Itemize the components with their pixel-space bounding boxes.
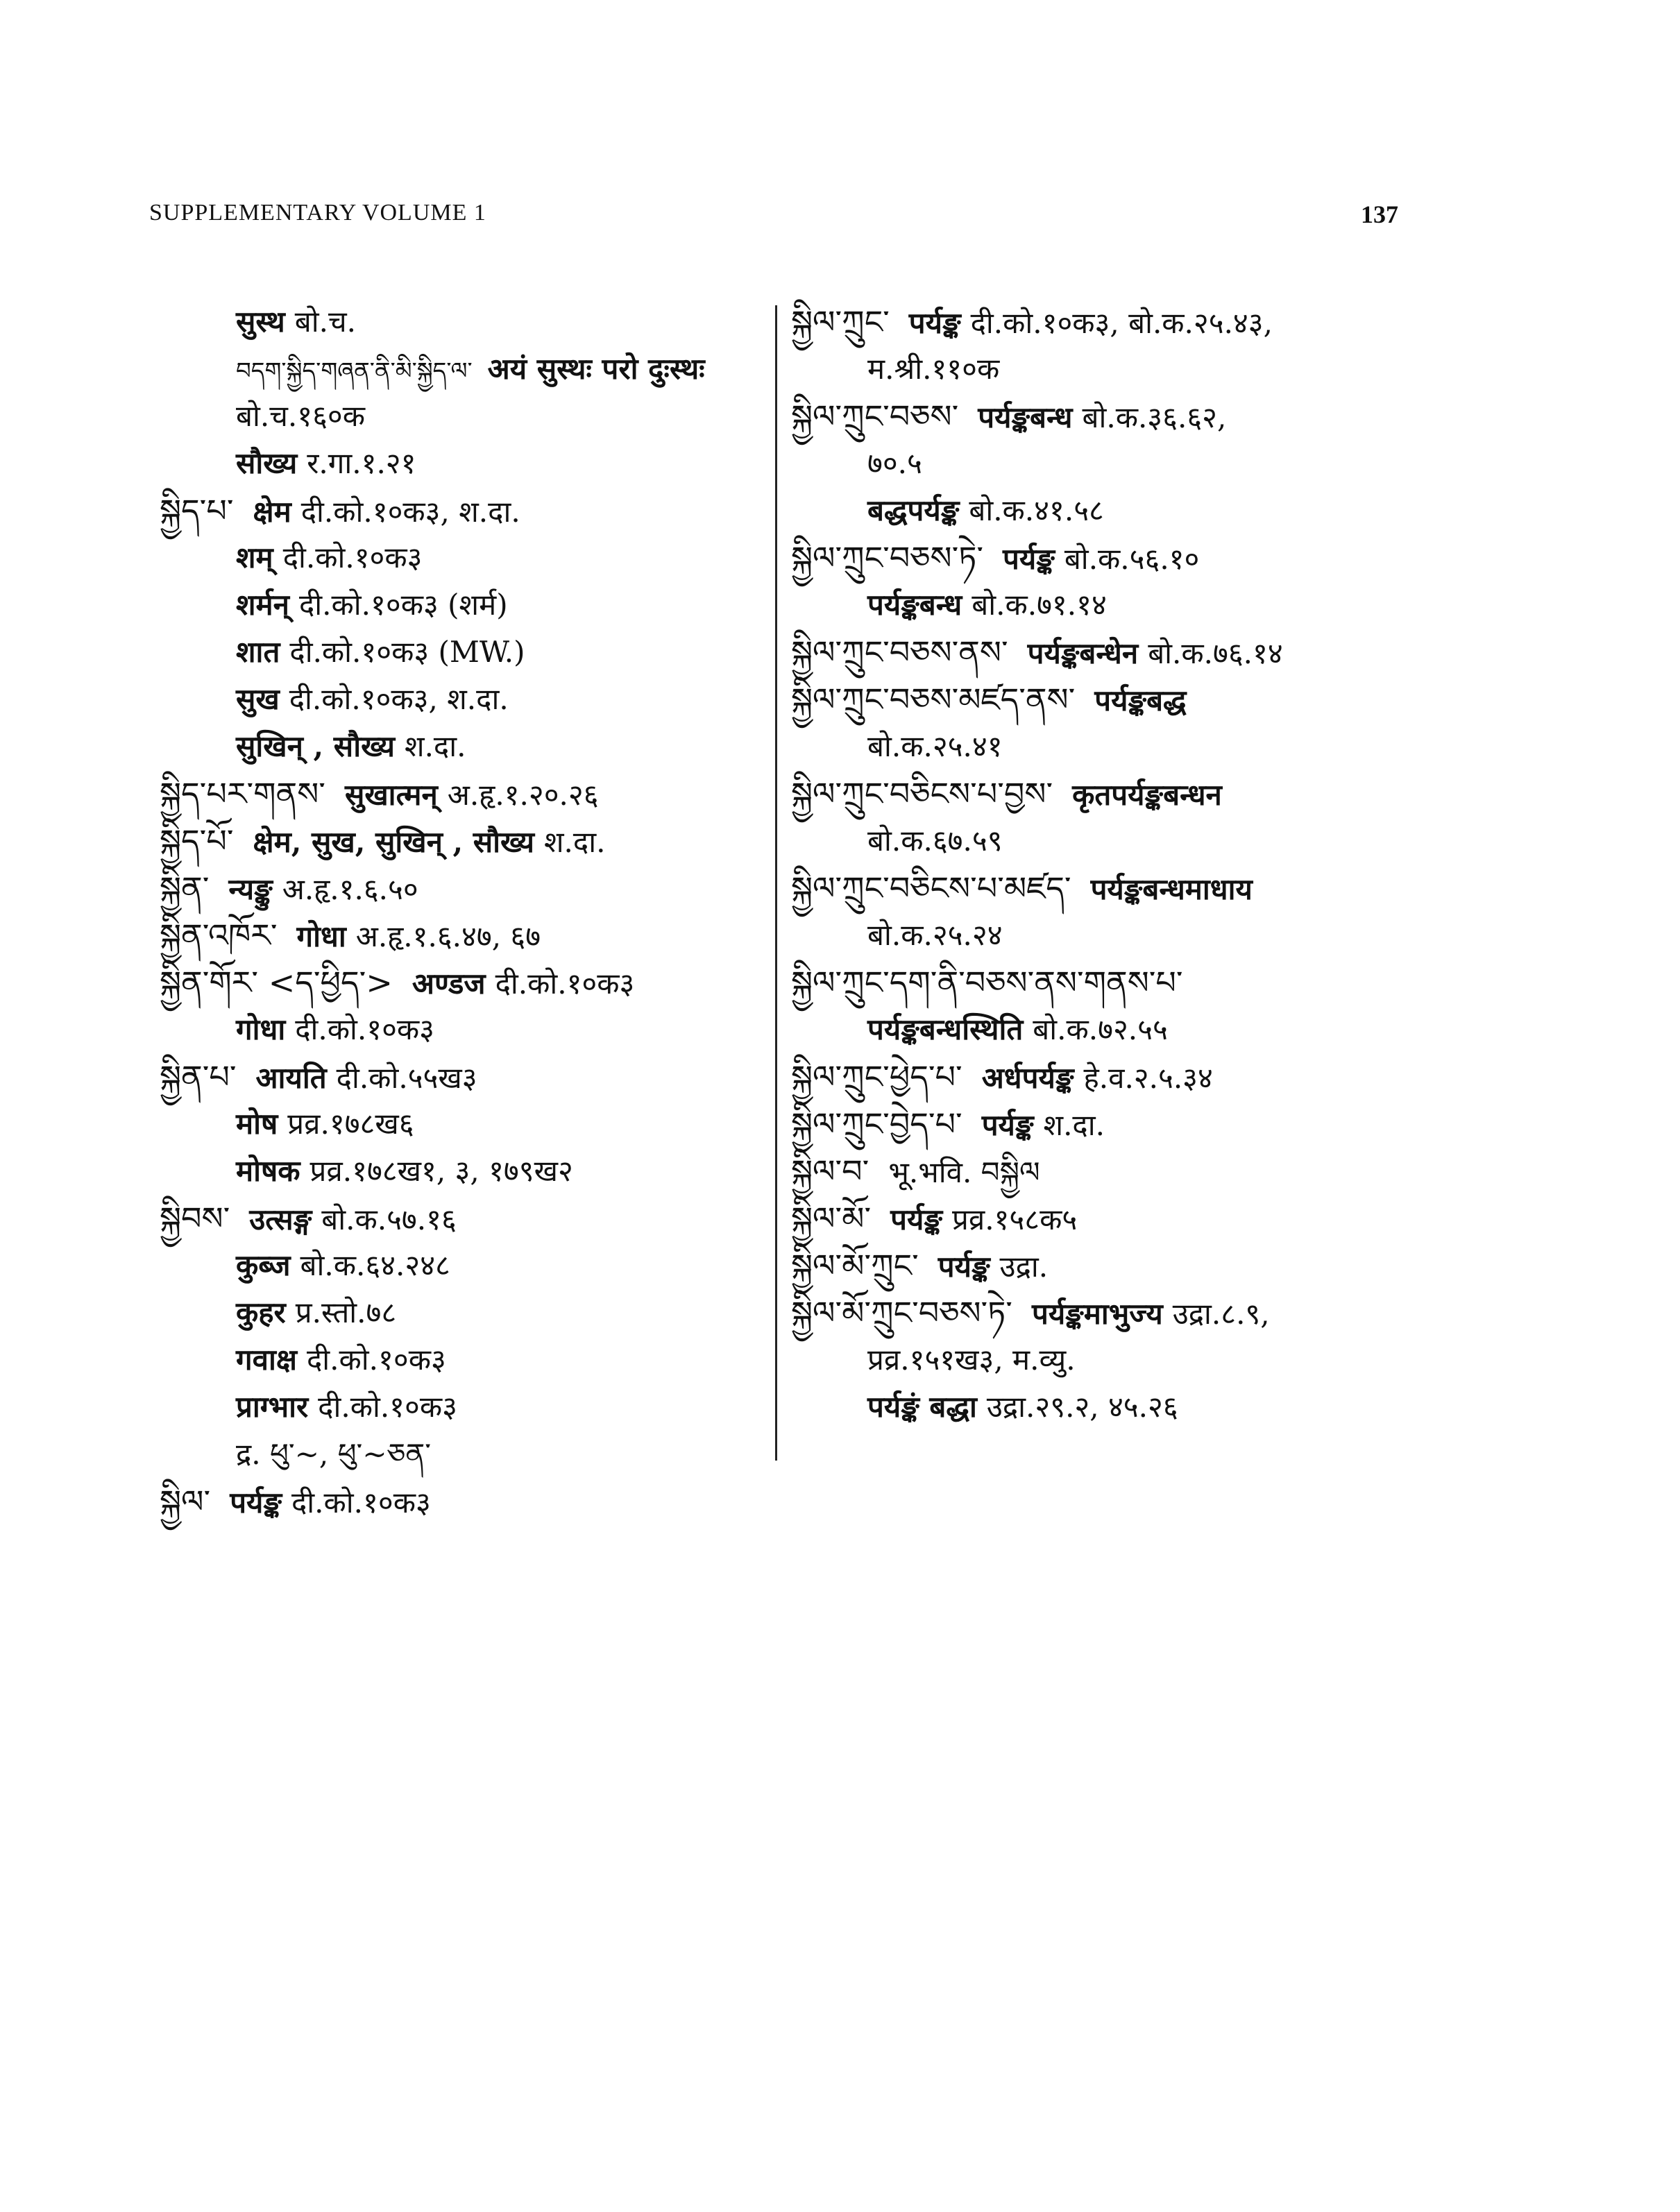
sanskrit-equivalent: पर्यङ्कबन्धमाधाय [1090,872,1253,906]
headword-entry [791,298,1416,346]
sanskrit-equivalent: सुखिन् , सौख्य [236,729,396,763]
source-reference: श.दा. [543,825,606,859]
sanskrit-equivalent: पर्यङ्क [937,1250,990,1284]
sub-entry [791,487,1416,534]
sanskrit-equivalent: कुब्ज [236,1248,291,1282]
sanskrit-equivalent: पर्यङ्कबन्ध [867,588,962,622]
sanskrit-equivalent: न्यङ्कु [228,872,273,906]
source-reference: दी.को.१०क३, श.दा. [300,495,520,529]
sub-entry [160,581,784,629]
sanskrit-equivalent: अण्डज [411,967,486,1001]
sub-entry [160,629,784,676]
sanskrit-equivalent: अर्धपर्यङ्क [981,1061,1074,1095]
source-reference: दी.को.५५ख३ [336,1061,477,1095]
sanskrit-equivalent: शम् [236,541,273,575]
sanskrit-equivalent: गवाक्ष [236,1343,297,1377]
headword-entry [791,865,1416,912]
headword-entry [791,770,1416,817]
headword-entry [160,865,784,912]
source-reference: बो.क.६४.२४८ [300,1248,450,1282]
sub-entry [160,534,784,581]
tibetan-term: སྐྱིན་ [160,869,210,907]
sub-entry [160,1242,784,1289]
source-reference: दी.को.१०क३ [295,1012,435,1046]
sanskrit-equivalent: गोधा [236,1012,286,1046]
sub-entry [791,440,1416,487]
sanskrit-equivalent: उत्सङ्ग [249,1202,312,1236]
source-reference: हे.व.२.५.३४ [1083,1061,1213,1095]
headword-entry [160,912,784,959]
sanskrit-equivalent: गोधा [296,919,346,953]
source-reference: म.श्री.११०क [867,352,1000,386]
headword-entry [791,1289,1416,1336]
sub-entry [791,1336,1416,1384]
tibetan-term: སྐྱིལ་མོ་ཀྲུང་ [791,1247,919,1284]
source-reference: बो.क.७६.१४ [1148,636,1283,670]
sanskrit-equivalent: पर्यङ्क [230,1486,282,1520]
tibetan-term: སྐྱིལ་ཀྲུང་དག་ནི་བཅས་ནས་གནས་པ་ [791,964,1183,1001]
sub-entry [160,346,784,393]
sanskrit-equivalent: पर्यङ्क [981,1108,1034,1142]
headword-entry [791,959,1416,1006]
source-reference: अ.हृ.१.६.४७, ६७ [355,919,541,953]
sanskrit-equivalent: शात [236,635,280,669]
headword-entry [791,1242,1416,1289]
source-reference: दी.को.१०क३ (शर्म) [299,588,508,622]
sanskrit-equivalent: मोषक [236,1154,300,1188]
sanskrit-equivalent: पर्यङ्कमाभुज्य [1031,1297,1163,1331]
source-reference: दी.को.१०क३, बो.क.२५.४३, [970,306,1273,340]
source-reference: उद्रा. [999,1250,1049,1284]
source-reference: दी.को.१०क३ [291,1486,431,1520]
source-reference: दी.को.१०क३ [318,1390,457,1424]
source-reference: दी.को.१०क३, श.दा. [289,682,509,716]
sanskrit-equivalent: पर्यङ्कबन्धेन [1027,636,1139,670]
sub-entry [160,1431,784,1478]
tibetan-term: སྐྱིལ་ཀྲུང་བཅས་མཛད་ནས་ [791,681,1076,718]
tibetan-term: བདག་སྐྱིད་གཞན་ནི་མི་སྐྱིད་ལ་ [236,357,473,385]
source-reference: प्रव्र.१७८ख६ [287,1107,414,1141]
sanskrit-equivalent: शर्मन् [236,588,289,622]
sanskrit-equivalent: पर्यङ्क [890,1202,942,1236]
source-reference: बो.च.१६०क [236,399,366,433]
sub-entry [160,1384,784,1431]
sub-entry [791,581,1416,629]
sub-entry [160,1006,784,1053]
sanskrit-equivalent: पर्यङ्कबन्धस्थिति [867,1012,1024,1046]
tibetan-term: སྐྱིབས་ [160,1200,230,1237]
sanskrit-equivalent: पर्यङ्कं बद्धा [867,1390,977,1424]
tibetan-term: སྐྱིད་པོ་ [160,822,234,860]
sanskrit-equivalent: प्राग्भार [236,1390,309,1424]
source-reference: ७०.५ [867,446,922,480]
sanskrit-equivalent: पर्यङ्क [1003,542,1055,576]
tibetan-term: སྐྱིད་པ་ [160,492,234,529]
tibetan-term: སྐྱིལ་ཀྲུང་ [791,303,890,341]
tibetan-term: སྐྱིལ་ཀྲུང་བཅིངས་པ་མཛད་ [791,869,1071,907]
source-reference: श.दा. [1043,1108,1105,1142]
source-reference: बो.च. [294,305,356,339]
headword-entry [791,1053,1416,1100]
headword-entry [791,534,1416,581]
sanskrit-equivalent: आयति [255,1061,327,1095]
sanskrit-equivalent: कुहर [236,1295,286,1329]
sub-entry [791,1384,1416,1431]
headword-entry [160,959,784,1006]
tibetan-term: སྐྱིལ་མོ་ [791,1200,872,1237]
sanskrit-equivalent: पर्यङ्क [908,306,961,340]
sanskrit-equivalent: पर्यङ्कबद्ध [1094,683,1187,717]
source-reference: उद्रा.८.९, [1172,1297,1270,1331]
headword-entry [791,1148,1416,1195]
right-column [791,298,1416,1431]
source-reference: र.गा.१.२१ [307,446,416,480]
sub-entry [160,393,784,440]
sanskrit-equivalent: सुस्थ [236,305,285,339]
sanskrit-equivalent: क्षेम [253,495,291,529]
sub-entry [160,1100,784,1148]
page-number: 137 [1361,201,1398,228]
headword-entry [791,1100,1416,1148]
source-reference: बो.क.३६.६२, [1082,400,1227,434]
tibetan-term: སྐྱིལ་མོ་ཀྲུང་བཅས་ཏེ་ [791,1294,1012,1332]
source-reference: उद्रा.२९.२, ४५.२६ [986,1390,1178,1424]
source-reference: प्रव्र.१७८ख१, ३, १७९ख२ [309,1154,573,1188]
tibetan-term: སྐྱིལ་བ་ [791,1152,869,1190]
sanskrit-equivalent: अयं सुस्थः परो दुःस्थः [487,352,705,386]
tibetan-term: སྐྱིལ་ཀྲུང་བཅས་ནས་ [791,633,1008,671]
sub-entry [791,346,1416,393]
source-reference: बो.क.२५.२४ [867,918,1003,952]
source-reference: दी.को.१०क३ [495,967,635,1001]
sanskrit-equivalent: सौख्य [236,446,298,480]
source-reference: दी.को.१०क३ [282,541,423,575]
source-reference: अ.हृ.१.२०.२६ [447,778,599,812]
sanskrit-equivalent: क्षेम, सुख, सुखिन् , सौख्य [253,825,534,859]
tibetan-term: སྐྱིལ་ཀྲུང་ཕྱེད་པ་ [791,1058,962,1096]
left-column [160,298,784,1525]
sanskrit-equivalent: पर्यङ्कबन्ध [978,400,1073,434]
headword-entry [160,1478,784,1525]
source-reference: बो.क.७१.१४ [971,588,1107,622]
sub-entry [791,817,1416,865]
tibetan-term: སྐྱིལ་ཀྲུང་བཅིངས་པ་བྱས་ [791,775,1053,813]
source-reference: दी.को.१०क३ (MW.) [289,635,525,669]
source-reference: बो.क.४१.५८ [969,493,1104,527]
headword-entry [160,770,784,817]
source-reference: द्र. ཕུ་~, ཕུ་~ཅན་ [236,1437,432,1471]
headword-entry [160,1053,784,1100]
tibetan-term: སྐྱིལ་ [160,1483,211,1520]
sanskrit-equivalent: बद्धपर्यङ्क [867,493,960,527]
tibetan-term: སྐྱིན་འཁོར་ [160,917,278,954]
headword-entry [791,393,1416,440]
tibetan-term: སྐྱིལ་ཀྲུང་བཅས་ཏེ་ [791,539,984,577]
headword-entry [160,1195,784,1242]
source-reference: बो.क.५७.१६ [321,1202,457,1236]
sub-entry [160,723,784,770]
sanskrit-equivalent: सुख [236,682,280,716]
source-reference: दी.को.१०क३ [307,1343,446,1377]
source-reference: भू.भवि. བསྐྱིལ [888,1155,1040,1189]
sub-entry [791,723,1416,770]
sub-entry [160,1289,784,1336]
sub-entry [791,912,1416,959]
sub-entry [160,440,784,487]
headword-entry [791,629,1416,676]
sub-entry [160,298,784,346]
sanskrit-equivalent: सुखात्मन् [344,778,438,812]
source-reference: प्रव्र.१५८क५ [951,1202,1078,1236]
source-reference: बो.क.७२.५५ [1033,1012,1168,1046]
tibetan-term: སྐྱིད་པར་གནས་ [160,775,325,813]
tibetan-term: སྐྱིན་གོར་ <ད་ཕྱིད་> [160,964,393,1001]
page-header [149,200,1398,241]
sub-entry [160,676,784,723]
sanskrit-equivalent: मोष [236,1107,278,1141]
source-reference: श.दा. [405,729,466,763]
sub-entry [160,1336,784,1384]
tibetan-term: སྐྱིལ་ཀྲུང་བཅས་ [791,398,959,435]
source-reference: प्रव्र.१५१ख३, म.व्यु. [867,1343,1076,1377]
source-reference: अ.हृ.१.६.५० [282,872,418,906]
source-reference: बो.क.२५.४१ [867,729,1003,763]
headword-entry [791,676,1416,723]
running-head: SUPPLEMENTARY VOLUME 1 [149,200,486,226]
sub-entry [791,1006,1416,1053]
source-reference: बो.क.६७.५९ [867,824,1003,858]
headword-entry [791,1195,1416,1242]
column-divider [775,305,777,1461]
sanskrit-equivalent: कृतपर्यङ्कबन्धन [1072,778,1222,812]
headword-entry [160,487,784,534]
headword-entry [160,817,784,865]
source-reference: प्र.स्तो.७८ [295,1295,397,1329]
tibetan-term: སྐྱིལ་ཀྲུང་བྱེད་པ་ [791,1105,962,1143]
tibetan-term: སྐྱིན་པ་ [160,1058,237,1096]
source-reference: बो.क.५६.१० [1064,542,1200,576]
sub-entry [160,1148,784,1195]
